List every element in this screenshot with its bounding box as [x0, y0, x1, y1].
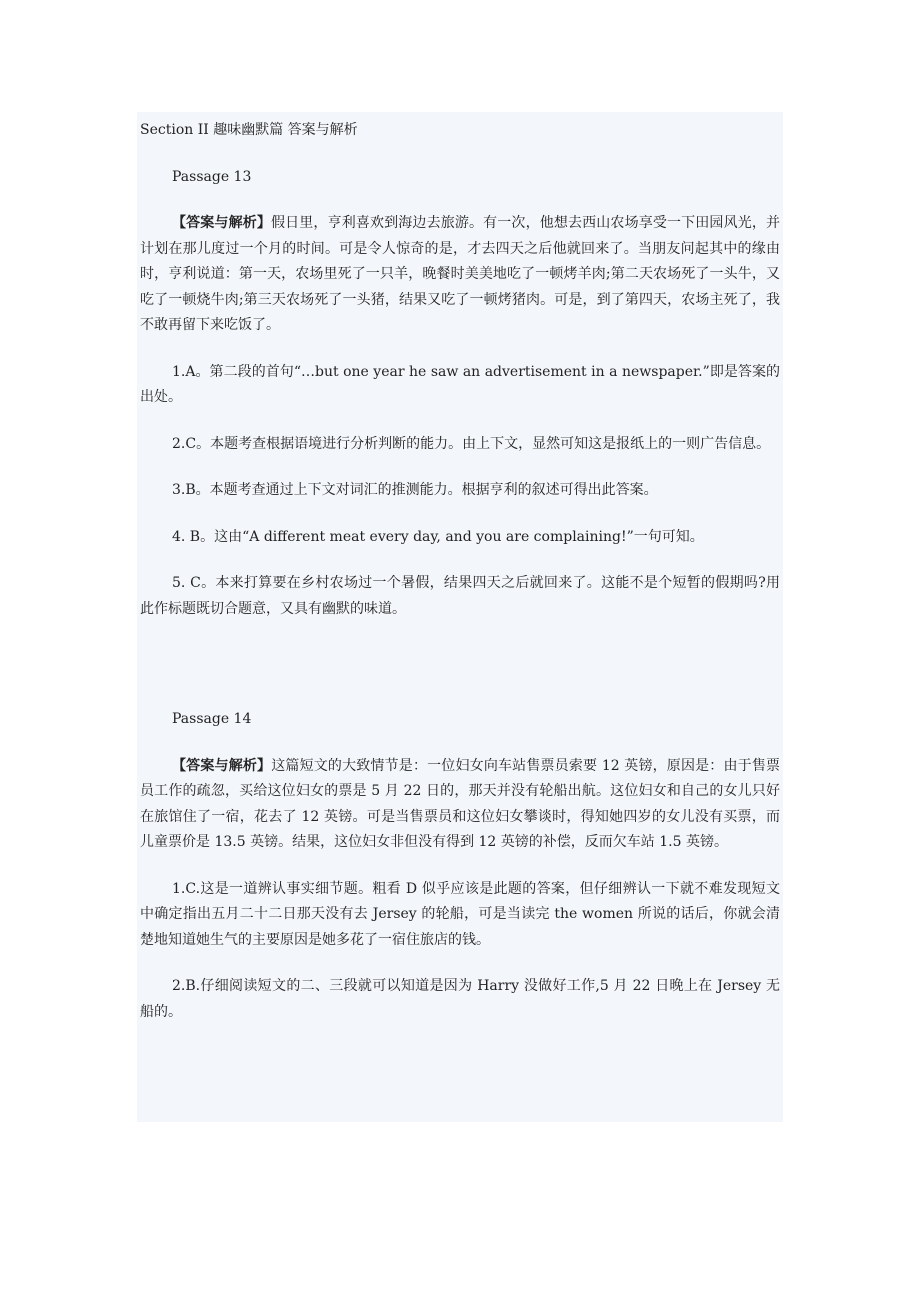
section-heading: Section II 趣味幽默篇 答案与解析	[140, 122, 358, 138]
passage-14-title: Passage 14	[172, 711, 252, 727]
passage-14-summary	[140, 754, 780, 856]
passage-13-answer-5: 5. C。本来打算要在乡村农场过一个暑假，结果四天之后就回来了。这能不是个短暂的假期吗?用此作标题既切合题意，又具有幽默的味道。	[140, 575, 780, 617]
passage-13-answer-3: 3.B。本题考查通过上下文对词汇的推测能力。根据亨利的叙述可得出此答案。	[172, 482, 658, 498]
passage-14-answer-2: 2.B.仔细阅读短文的二、三段就可以知道是因为 Harry 没做好工作,5 月 22 日晚上在 Jersey 无船的。	[140, 978, 780, 1020]
answer-analysis-tag: 【答案与解析】	[172, 215, 271, 231]
passage-13-answer-1: 1.A。第二段的首句“…but one year he saw an advertisement in a newspaper.”即是答案的出处。	[140, 363, 780, 405]
passage-13-summary	[140, 211, 780, 339]
section-spacer	[140, 643, 780, 707]
passage-13-answer-4: 4. B。这由“A different meat every day, and you are complaining!”一句可知。	[172, 528, 704, 545]
answer-analysis-tag: 【答案与解析】	[172, 757, 272, 774]
passage-13-title: Passage 13	[172, 168, 252, 185]
passage-13-answer-2: 2.C。本题考查根据语境进行分析判断的能力。由上下文，显然可知这是报纸上的一则广告信息。	[172, 435, 771, 452]
answer-document	[137, 112, 783, 1122]
passage-13-summary-text: 假日里，亨利喜欢到海边去旅游。有一次，他想去西山农场享受一下田园风光，并计划在那儿度过一个月的时间。可是令人惊奇的是，才去四天之后他就回来了。当朋友问起其中的缘由时，亨利说道：第一天，农场里死了一只羊，晚餐时美美地吃了一顿烤羊肉;第二天农场死了一头牛，又吃了一顿烧牛肉;第三天农场死了一头猪，结果又吃了一顿烤猪肉。可是，到了第四天，农场主死了，我不敢再留下来吃饭了。	[140, 215, 780, 333]
passage-14-summary-text: 这篇短文的大致情节是：一位妇女向车站售票员索要 12 英镑，原因是：由于售票员工作的疏忽，买给这位妇女的票是 5 月 22 日的，那天并没有轮船出航。这位妇女和自己的女儿只好在旅馆住了一宿，花去了 12 英镑。可是当售票员和这位妇女攀谈时，得知她四岁的女儿没有买票，而儿童票价是 13.5 英镑。结果，这位妇女非但没有得到 12 英镑的补偿，反而欠车站 1.5 英镑。	[140, 757, 780, 850]
passage-14-answer-1: 1.C.这是一道辨认事实细节题。粗看 D 似乎应该是此题的答案，但仔细辨认一下就不难发现短文中确定指出五月二十二日那天没有去 Jersey 的轮船，可是当读完 the women 所说的话后，你就会清楚地知道她生气的主要原因是她多花了一宿住旅店的钱。	[140, 880, 780, 948]
